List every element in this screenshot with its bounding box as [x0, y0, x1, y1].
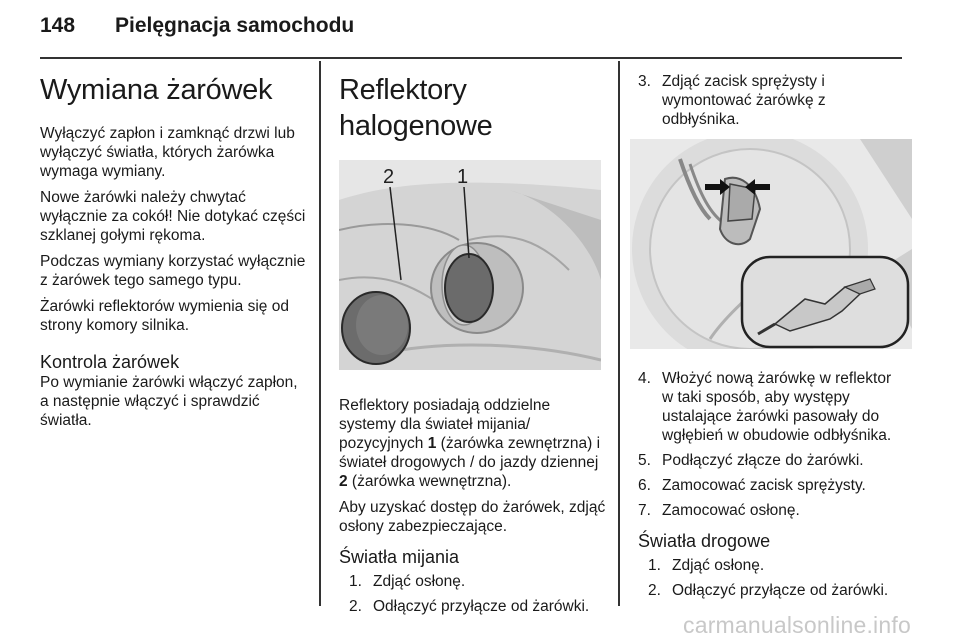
page-title: Pielęgnacja samochodu: [115, 14, 355, 37]
headlight-drawing: [339, 160, 601, 370]
list-item: 2. Odłączyć przyłącze od żarówki.: [349, 598, 590, 615]
low-beam-steps-continued: [638, 72, 904, 129]
subheading-high-beam: Światła drogowe: [638, 531, 771, 551]
subheading-low-beam: Światła mijania: [339, 547, 460, 567]
list-item: 3. Zdjąć zacisk sprężysty i wymontować żarówkę z odbłyśnika.: [638, 73, 826, 128]
list-item: 2. Odłączyć przyłącze od żarówki.: [648, 582, 889, 599]
bulb-drawing: [630, 139, 912, 349]
subheading-bulb-check: Kontrola żarówek: [40, 352, 180, 372]
section-heading-halogen-headlights: Reflektory halogenowe: [339, 74, 493, 142]
column-divider-2: [618, 61, 620, 606]
paragraph: Wyłączyć zapłon i zamknąć drzwi lub wyłączyć światła, których żarówka wymaga wymiany.: [40, 125, 295, 180]
list-item: 1. Zdjąć osłonę.: [349, 573, 466, 590]
column-2: [339, 72, 607, 622]
paragraph: Nowe żarówki należy chwytać wyłącznie za cokół! Nie dotykać części szklanej gołymi rękoma.: [40, 189, 306, 244]
watermark: carmanualsonline.info: [683, 612, 911, 638]
low-beam-steps: [339, 572, 607, 616]
bulb-removal-illustration: [630, 139, 912, 349]
list-item: 4. Włożyć nową żarówkę w reflektor w taki sposób, aby występy ustalające żarówki pasowały do wgłębień w obudowie odbłyśnika.: [638, 370, 892, 444]
column-1: [40, 72, 308, 437]
paragraph: Aby uzyskać dostęp do żarówek, zdjąć osłony zabezpieczające.: [339, 499, 606, 535]
high-beam-steps: [638, 556, 904, 600]
column-3: [638, 72, 904, 606]
paragraph: Żarówki reflektorów wymienia się od strony komory silnika.: [40, 298, 289, 334]
paragraph: Podczas wymiany korzystać wyłącznie z żarówek tego samego typu.: [40, 253, 306, 289]
list-item: 6. Zamocować zacisk sprężysty.: [638, 477, 866, 494]
paragraph: Reflektory posiadają oddzielne systemy dla świateł mijania/ pozycyjnych 1 (żarówka zewnętrzna) i świateł drogowych / do jazdy dziennej 2 (żarówka wewnętrzna).: [339, 397, 601, 490]
figure-label-1: 1: [457, 166, 469, 188]
column-divider-1: [319, 61, 321, 606]
headlight-illustration: [339, 160, 601, 370]
bulb-detail-inset: [742, 257, 908, 347]
figure-label-2: 2: [383, 166, 395, 188]
list-item: 5. Podłączyć złącze do żarówki.: [638, 452, 864, 469]
list-item: 1. Zdjąć osłonę.: [648, 557, 765, 574]
header-rule: [40, 57, 902, 59]
section-heading-bulb-replacement: Wymiana żarówek: [40, 74, 273, 106]
low-beam-steps-final: [638, 369, 904, 520]
list-item: 7. Zamocować osłonę.: [638, 502, 800, 519]
paragraph: Po wymianie żarówki włączyć zapłon, a następnie włączyć i sprawdzić światła.: [40, 374, 298, 429]
page-number: 148: [40, 14, 76, 37]
